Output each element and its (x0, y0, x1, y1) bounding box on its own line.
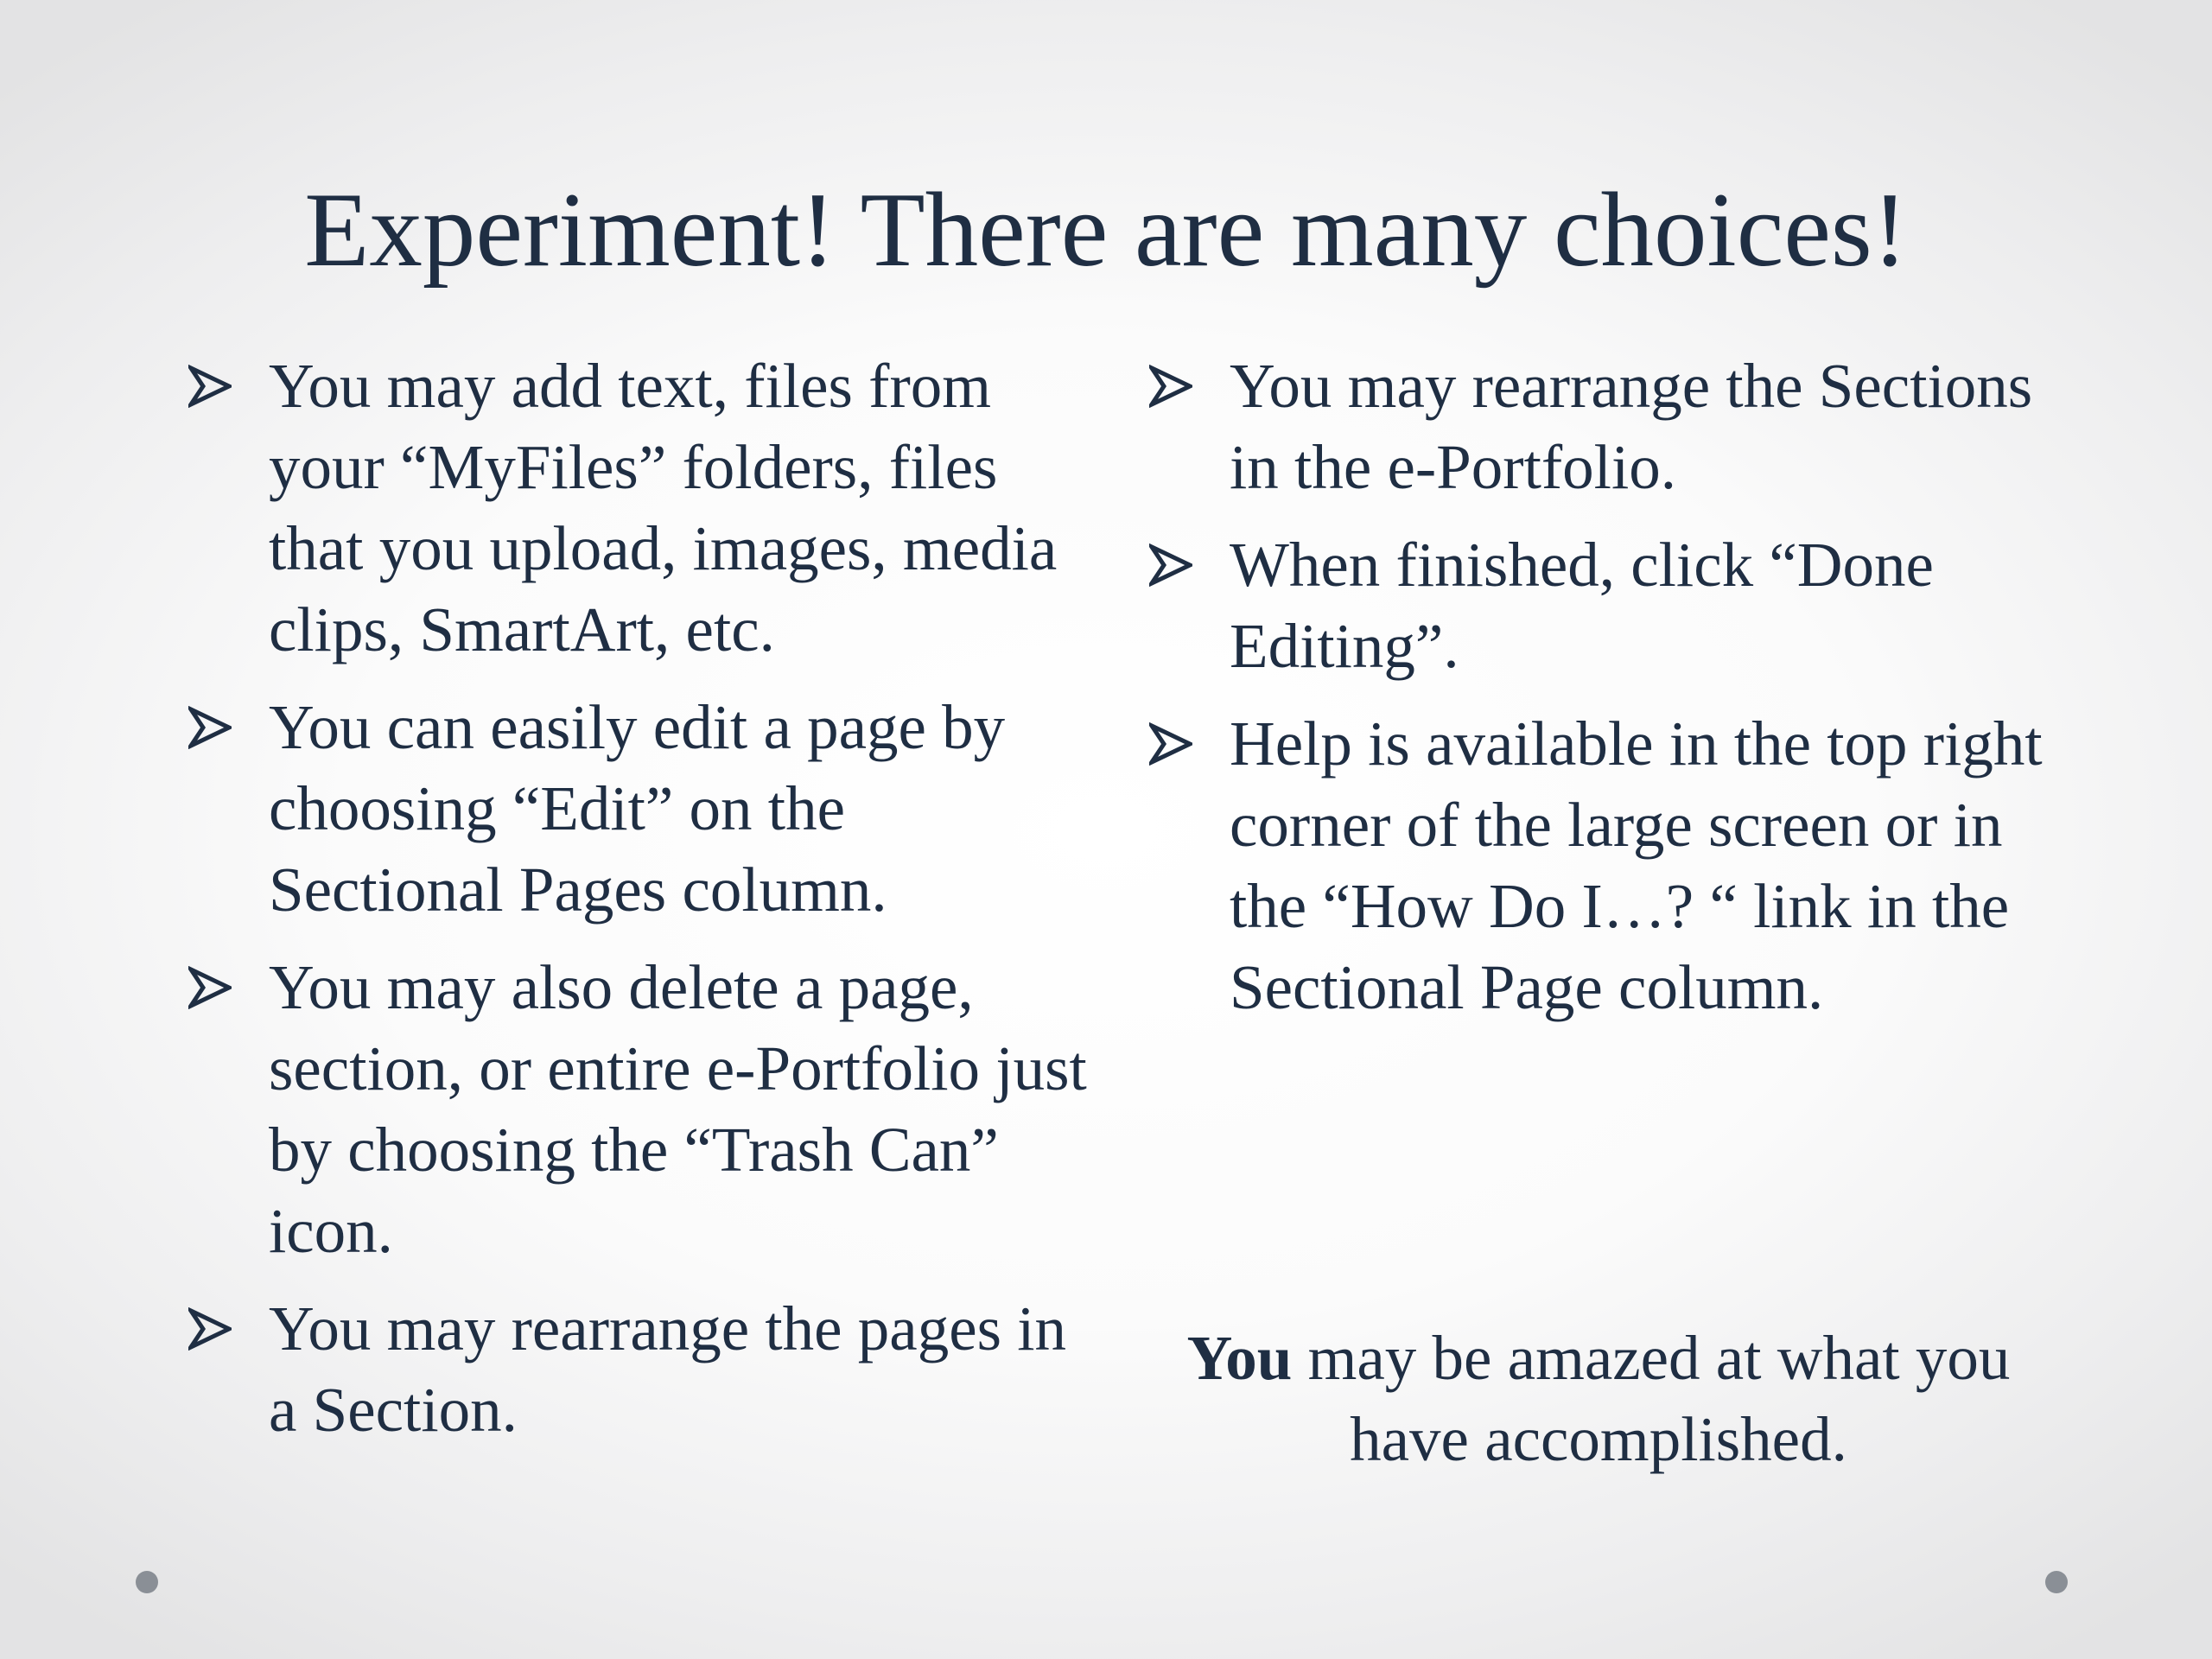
list-item (1149, 703, 2065, 1028)
bullet-text: You may rearrange the Sections in the e-Portfolio. (1230, 351, 2033, 502)
arrowhead-bullet-icon (1149, 365, 1192, 408)
list-item (188, 346, 1087, 671)
right-bullet-list (1149, 346, 2065, 1045)
closing-emphasis: You (1186, 1323, 1293, 1393)
list-item (188, 1288, 1087, 1451)
arrowhead-bullet-icon (188, 706, 232, 749)
list-item (188, 687, 1087, 931)
bullet-text: You may rearrange the pages in a Section. (269, 1294, 1067, 1445)
corner-dot-right (2045, 1571, 2068, 1593)
list-item (188, 947, 1087, 1272)
bullet-text: You may add text, files from your “MyFiles” folders, files that you upload, images, media clips, SmartArt, etc. (269, 351, 1058, 664)
bullet-text: You may also delete a page, section, or entire e-Portfolio just by choosing the “Trash Can” icon. (269, 952, 1087, 1266)
arrowhead-bullet-icon (188, 1307, 232, 1351)
list-item (1149, 346, 2065, 508)
bullet-text: You can easily edit a page by choosing “Edit” on the Sectional Pages column. (269, 692, 1006, 925)
arrowhead-bullet-icon (188, 365, 232, 408)
corner-dot-left (136, 1571, 158, 1593)
arrowhead-bullet-icon (188, 966, 232, 1009)
closing-text: may be amazed at what you have accomplished. (1292, 1323, 2011, 1474)
bullet-text: Help is available in the top right corner of the large screen or in the “How Do I…? “ link in the Sectional Page column. (1230, 709, 2043, 1022)
arrowhead-bullet-icon (1149, 722, 1192, 766)
bullet-text: When finished, click “Done Editing”. (1230, 530, 1934, 681)
slide-title: Experiment! There are many choices! (304, 170, 1908, 289)
closing-statement (1123, 1318, 2074, 1480)
list-item (1149, 524, 2065, 687)
arrowhead-bullet-icon (1149, 543, 1192, 587)
left-bullet-list (188, 346, 1087, 1467)
